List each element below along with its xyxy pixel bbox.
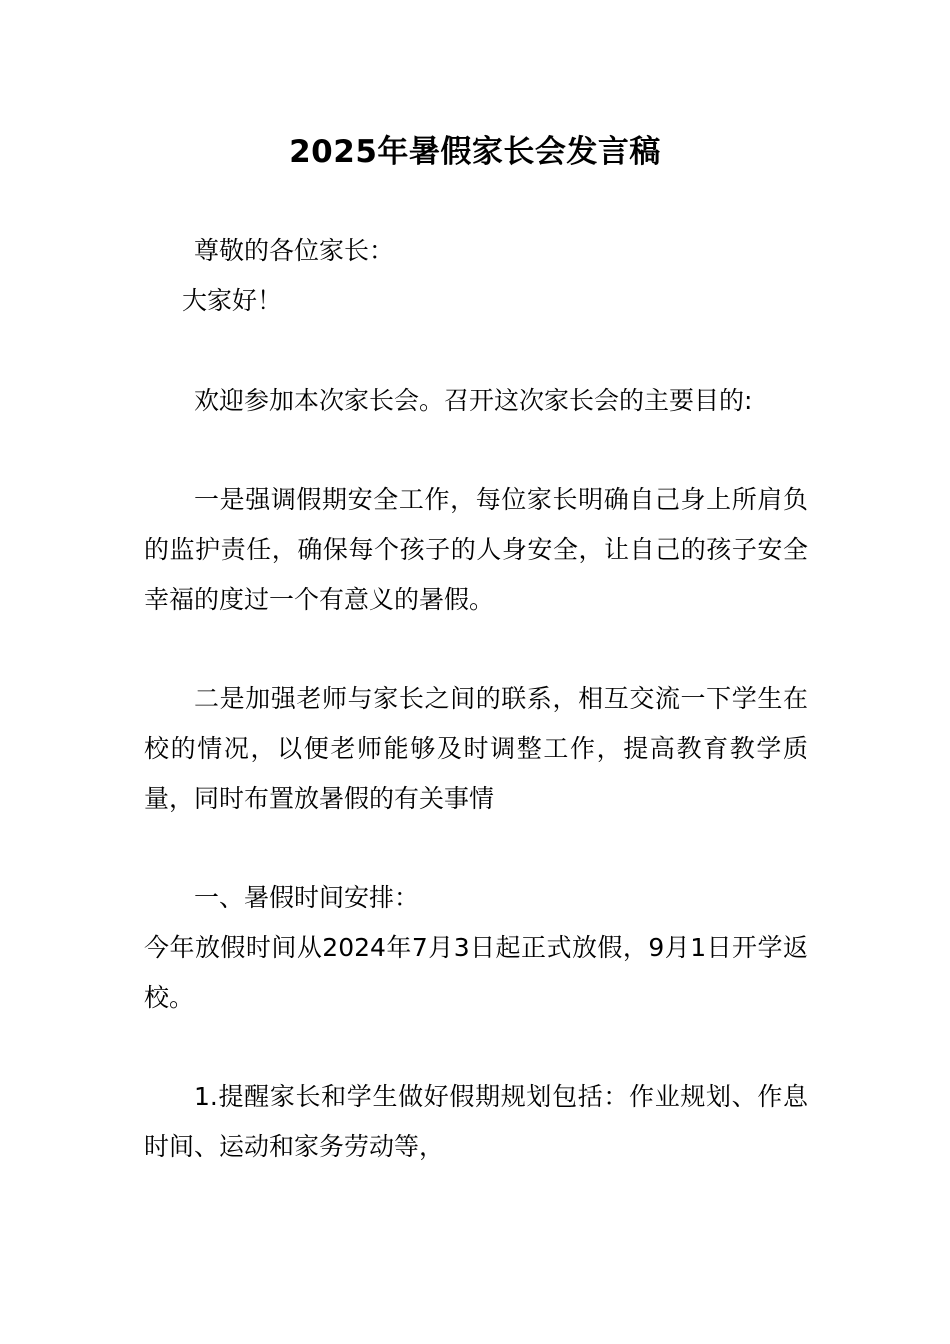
salutation: 尊敬的各位家长： [194, 236, 395, 265]
section-one-body: 今年放假时间从2024年7月3日起正式放假，9月1日开学返校。 [144, 933, 808, 1012]
intro-paragraph: 欢迎参加本次家长会。召开这次家长会的主要目的: [194, 386, 753, 415]
purpose-one-paragraph: 一是强调假期安全工作，每位家长明确自己身上所肩负的监护责任，确保每个孩子的人身安全，让自己的孩子安全幸福的度过一个有意义的暑假。 [144, 485, 808, 614]
purpose-two-paragraph: 二是加强老师与家长之间的联系，相互交流一下学生在校的情况，以便老师能够及时调整工作，提高教育教学质量，同时布置放暑假的有关事情 [144, 684, 808, 813]
greeting: 大家好！ [182, 286, 283, 315]
document-title: 2025年暑假家长会发言稿 [289, 134, 661, 170]
section-one-heading: 一、暑假时间安排： [194, 883, 420, 912]
item-one-paragraph: 1.提醒家长和学生做好假期规划包括：作业规划、作息时间、运动和家务劳动等， [144, 1082, 808, 1161]
